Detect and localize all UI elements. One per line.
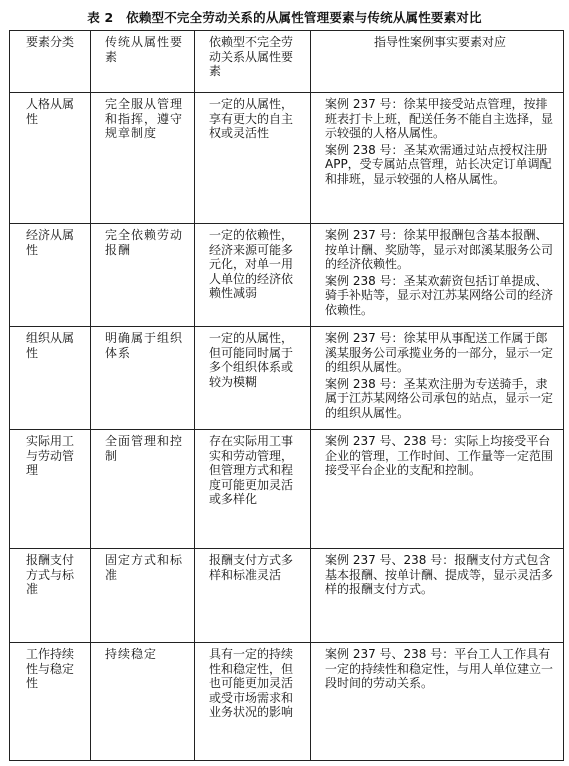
table-row — [10, 93, 564, 224]
case-text: 案例 237 号：徐某甲接受站点管理，按排班表打卡上班，配送任务不能自主选择，显示较强的人格从属性。 — [325, 97, 554, 140]
row-traditional: 完全服从管理和指挥，遵守规章制度 — [105, 97, 184, 140]
header-category: 要素分类 — [26, 35, 75, 49]
table-row — [10, 549, 564, 643]
row-dependent: 具有一定的持续性和稳定性，但也可能更加灵活或受市场需求和业务状况的影响 — [209, 647, 294, 719]
table-row — [10, 327, 564, 430]
row-category: 实际用工与劳动管理 — [26, 434, 75, 477]
row-category: 工作持续性与稳定性 — [26, 647, 75, 690]
header-cell — [311, 31, 564, 93]
case-text: 案例 238 号：圣某欢注册为专送骑手，隶属于江苏某网络公司承包的站点，显示一定的组织从属性。 — [325, 376, 554, 420]
row-cases — [311, 93, 563, 223]
row-traditional: 完全依赖劳动报酬 — [105, 228, 184, 257]
row-dependent: 存在实际用工事实和劳动管理，但管理方式和程度可能更加灵活或多样化 — [209, 434, 294, 506]
row-traditional: 固定方式和标准 — [105, 553, 184, 582]
row-dependent: 一定的依赖性，经济来源可能多元化，对单一用人单位的经济依赖性减弱 — [209, 228, 294, 300]
header-dependent: 依赖型不完全劳动关系从属性要素 — [209, 35, 294, 78]
case-text: 案例 237 号：徐某甲从事配送工作属于郎溪某服务公司承揽业务的一部分，显示一定的组织从属性。 — [325, 331, 554, 374]
row-cases — [311, 224, 563, 326]
table-row — [10, 430, 564, 549]
header-cases: 指导性案例事实要素对应 — [373, 35, 506, 49]
comparison-table — [9, 30, 564, 761]
row-category: 报酬支付方式与标准 — [26, 553, 75, 596]
case-text: 案例 237 号、238 号：平台工人工作具有一定的持续性和稳定性，与用人单位建立一段时间的劳动关系。 — [325, 647, 554, 690]
table-caption: 表 2 依赖型不完全劳动关系的从属性管理要素与传统从属性要素对比 — [87, 10, 482, 25]
row-cases — [311, 549, 563, 642]
row-category: 经济从属性 — [26, 228, 75, 257]
header-cell — [195, 31, 311, 93]
header-row — [10, 31, 564, 93]
row-traditional: 明确属于组织体系 — [105, 331, 184, 360]
row-cases — [311, 430, 563, 548]
header-cell — [91, 31, 195, 93]
case-text: 案例 237 号：徐某甲报酬包含基本报酬、按单计酬、奖励等，显示对郎溪某服务公司的经济依赖性。 — [325, 228, 554, 271]
case-text: 案例 238 号：圣某欢薪资包括订单提成、骑手补贴等，显示对江苏某网络公司的经济依赖性。 — [325, 273, 554, 317]
row-traditional: 持续稳定 — [105, 647, 158, 661]
case-text: 案例 238 号：圣某欢需通过站点授权注册 APP，受专属站点管理，站长决定订单调配和排班，显示较强的人格从属性。 — [325, 142, 552, 186]
table-row — [10, 643, 564, 761]
row-category: 组织从属性 — [26, 331, 75, 360]
table-row — [10, 224, 564, 327]
row-cases — [311, 643, 563, 760]
case-text: 案例 237 号、238 号：报酬支付方式包含基本报酬、按单计酬、提成等，显示灵活多样的报酬支付方式。 — [325, 553, 554, 596]
row-dependent: 一定的从属性，但可能同时属于多个组织体系或较为模糊 — [209, 331, 294, 389]
case-text: 案例 237 号、238 号：实际上均接受平台企业的管理，工作时间、工作量等一定范围接受平台企业的支配和控制。 — [325, 434, 554, 477]
row-cases — [311, 327, 563, 429]
row-dependent: 一定的从属性，享有更大的自主权或灵活性 — [209, 97, 294, 140]
header-traditional: 传统从属性要素 — [105, 35, 184, 64]
row-dependent: 报酬支付方式多样和标准灵活 — [209, 553, 294, 582]
header-cell — [10, 31, 91, 93]
row-traditional: 全面管理和控制 — [105, 434, 184, 463]
row-category: 人格从属性 — [26, 97, 75, 126]
